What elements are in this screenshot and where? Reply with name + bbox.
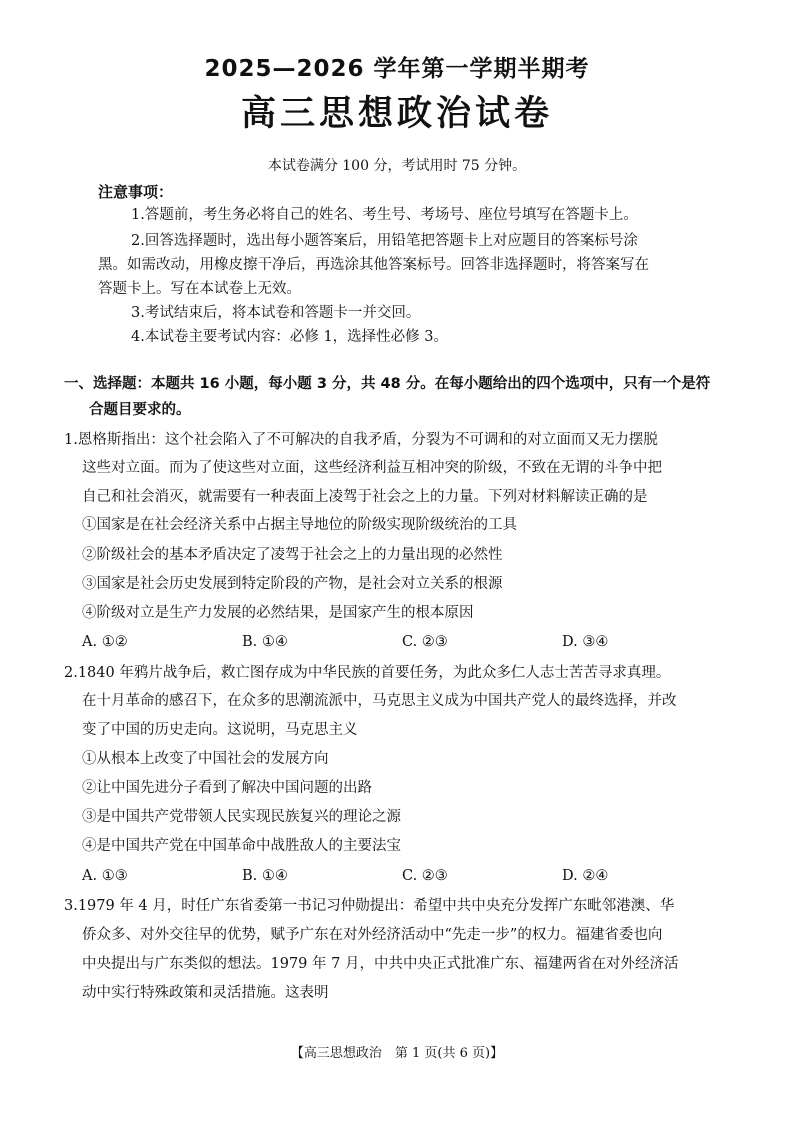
section-instruction: 一、选择题：本题共 16 小题，每小题 3 分，共 48 分。在每小题给出的四个选项中，只有一个是符: [64, 376, 711, 392]
question-2-text: 在十月革命的感召下，在众多的思潮流派中，马克思主义成为中国共产党人的最终选择，并改: [82, 693, 677, 709]
question-1-statement: ②阶级社会的基本矛盾决定了凌驾于社会之上的力量出现的必然性: [82, 547, 503, 563]
section-instruction: 合题目要求的。: [89, 402, 191, 418]
question-1-option-d: D. ③④: [562, 634, 609, 650]
notice-line: 答题卡上。写在本试卷上无效。: [98, 281, 301, 297]
question-2-option-c: C. ②③: [402, 868, 448, 884]
notice-line: 3.考试结束后，将本试卷和答题卡一并交回。: [131, 305, 421, 321]
exam-score-time: 本试卷满分 100 分，考试用时 75 分钟。: [267, 158, 527, 174]
question-1-option-c: C. ②③: [402, 634, 448, 650]
question-3-text: 中央提出与广东类似的想法。1979 年 7 月，中共中央正式批准广东、福建两省在对外经济活: [82, 956, 679, 972]
question-1-text: 自己和社会消灭，就需要有一种表面上凌驾于社会之上的力量。下列对材料解读正确的是: [82, 489, 648, 505]
question-2-text: 变了中国的历史走向。这说明，马克思主义: [82, 722, 358, 738]
question-2-option-b: B. ①④: [242, 868, 288, 884]
notice-line: 2.回答选择题时，选出每小题答案后，用铅笔把答题卡上对应题目的答案标号涂: [131, 233, 638, 249]
notice-line: 1.答题前，考生务必将自己的姓名、考生号、考场号、座位号填写在答题卡上。: [131, 207, 638, 223]
question-3-text: 动中实行特殊政策和灵活措施。这表明: [82, 985, 329, 1001]
question-3-text: 3.1979 年 4 月，时任广东省委第一书记习仲勋提出：希望中共中央充分发挥广东毗邻港澳、华: [64, 898, 675, 914]
question-2-statement: ②让中国先进分子看到了解决中国问题的出路: [82, 780, 372, 796]
notice-heading: 注意事项：: [98, 183, 174, 201]
question-1-text: 1.恩格斯指出：这个社会陷入了不可解决的自我矛盾，分裂为不可调和的对立面而又无力摆脱: [64, 432, 658, 448]
notice-line: 4.本试卷主要考试内容：必修 1，选择性必修 3。: [131, 329, 449, 345]
page-footer: 【高三思想政治 第 1 页(共 6 页)】: [290, 1046, 504, 1061]
question-2-statement: ④是中国共产党在中国革命中战胜敌人的主要法宝: [82, 838, 401, 854]
question-1-statement: ③国家是社会历史发展到特定阶段的产物，是社会对立关系的根源: [82, 576, 503, 592]
exam-term-title: 2025—2026 学年第一学期半期考: [204, 56, 590, 82]
question-1-text: 这些对立面。而为了使这些对立面，这些经济利益互相冲突的阶级，不致在无谓的斗争中把: [82, 460, 662, 476]
question-2-option-d: D. ②④: [562, 868, 609, 884]
question-2-option-a: A. ①③: [82, 868, 128, 884]
question-2-statement: ③是中国共产党带领人民实现民族复兴的理论之源: [82, 809, 401, 825]
exam-subject-title: 高三思想政治试卷: [240, 94, 553, 134]
question-2-statement: ①从根本上改变了中国社会的发展方向: [82, 751, 329, 767]
question-2-text: 2.1840 年鸦片战争后，救亡图存成为中华民族的首要任务，为此众多仁人志士苦苦寻求真理。: [64, 665, 671, 681]
question-1-statement: ①国家是在社会经济关系中占据主导地位的阶级实现阶级统治的工具: [82, 517, 517, 533]
notice-line: 黑。如需改动，用橡皮擦干净后，再选涂其他答案标号。回答非选择题时，将答案写在: [98, 257, 649, 273]
question-1-option-b: B. ①④: [242, 634, 288, 650]
question-1-option-a: A. ①②: [82, 634, 128, 650]
question-1-statement: ④阶级对立是生产力发展的必然结果，是国家产生的根本原因: [82, 605, 474, 621]
question-3-text: 侨众多、对外交往早的优势，赋予广东在对外经济活动中“先走一步”的权力。福建省委也向: [82, 927, 663, 943]
